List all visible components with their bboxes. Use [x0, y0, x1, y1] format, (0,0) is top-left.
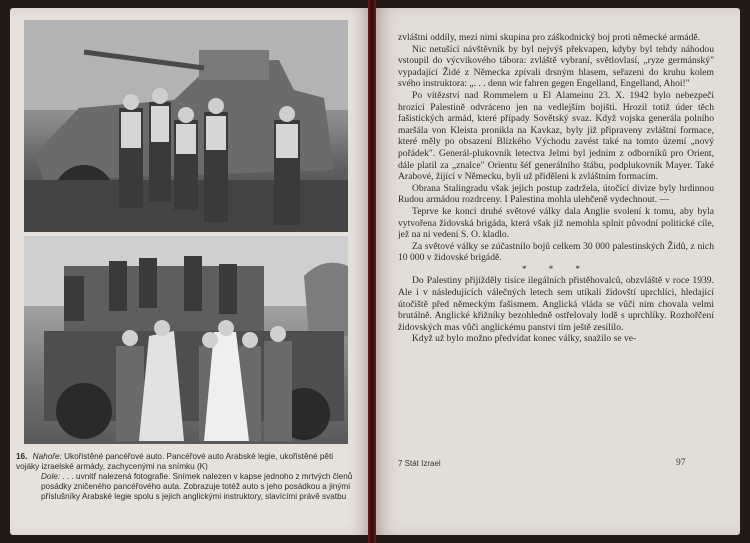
paragraph: Za světové války se zúčastnilo bojů celkem 30 000 palestinských Židů, z nich 10 000 v židovské brigádě.: [398, 240, 714, 264]
paragraph: Po vítězství nad Rommelem u El Alameinu 23. X. 1942 bylo nebezpečí hrozící Palestině odvráceno jen na vedlejším bojišti. Hrozil totiž úder těch fašistických armád, které případy Sovětský svaz. Když vojska generála polního maršála von Kleista pronikla na Kavkaz, byly již připraveny zvláštní formace, které měly po obsazení Blízkého Východu zavést také na tomto území „nový pořádek". Generál-plukovník letectva Jelmi byl jedním z odborníků pro Orient, dále platil za „znalce" Orientu šéf generálního štábu, podplukovník Mayer. Také Arabové, žijící v Německu, byli už přiděleni k zvláštním formacím.: [398, 89, 714, 183]
figure-caption: [16, 452, 354, 502]
paragraph: Nic netušící návštěvník by byl nejvýš překvapen, kdyby byl tehdy náhodou vstoupil do výcvikového tábora: zvláště vybraní, světlovlasí, „ryze germánský" vypadající Židé z Německa zpívali drsným hlasem, seřazeni do kruhu kolem svého instruktora: „. . . denn wir fahren gegen Engelland, Engelland, Ahoi!": [398, 43, 714, 90]
caption-label-below: Dole:: [41, 472, 61, 481]
paragraph: Teprve ke konci druhé světové války dala Anglie svolení k tomu, aby byla vytvořena židovská brigáda, která však již nemohla splnit původní politické cíle, jež na ni vedení S. O. kladlo.: [398, 205, 714, 241]
figure-number: 16.: [16, 452, 28, 461]
book-spine: [368, 0, 376, 543]
caption-above: [16, 452, 354, 472]
caption-text-above: Ukořistěné pancéřové auto. Pancéřové auto Arabské legie, ukořistěné pěti vojáky izraelské armády, zachycenými na snímku (K): [16, 452, 334, 471]
paragraph: Když už bylo možno předvídat konec války, snažilo se ve-: [412, 333, 637, 345]
photo-armored-car: [24, 20, 348, 232]
section-separator: * * *: [522, 263, 590, 274]
body-text-column: [398, 32, 714, 345]
page-number: 97: [676, 458, 686, 468]
armored-car-illustration: [24, 20, 348, 232]
printer-signature: 7 Stát Izrael: [398, 459, 441, 468]
caption-label-above: Nahoře:: [32, 452, 62, 461]
caption-below: [16, 472, 354, 502]
paragraph: zvláštní oddíly, mezi nimi skupina pro záškodnický boj proti německé armádě.: [398, 32, 701, 43]
caption-text-below: . . . uvnitř nalezená fotografie. Snímek nalezen v kapse jednoho z mrtvých členů posádky zničeného pancéřového auta. Zobrazuje totéž auto s jeho posádkou a jinými příslušníky Arabské legie spolu s jejich anglickými instruktory, slavícími právě svatbu: [41, 472, 353, 501]
paragraph: Do Palestiny přijížděly tisíce ilegálních přistěhovalců, obzvláště v roce 1939. Ale i v následujících válečných letech sem utíkali židovští uprchlíci, hledající útočiště před německým fašismem. Anglická vláda se vůči nim chovala velmi brutálně. Anglické křižníky bezohledně ostřelovaly lodě s uprchlíky. Rozhořčení židovských mas vůči anglickému panství tím ještě zesílilo.: [398, 275, 714, 333]
photo-wedding-group: [24, 236, 348, 444]
paragraph: Obrana Stalingradu však jejich postup zadržela, útočící divize byly hrdinnou Rudou armádou rozdrceny. I Palestina mohla ulehčeně vydechnout. —: [398, 182, 714, 206]
wedding-group-illustration: [24, 236, 348, 444]
